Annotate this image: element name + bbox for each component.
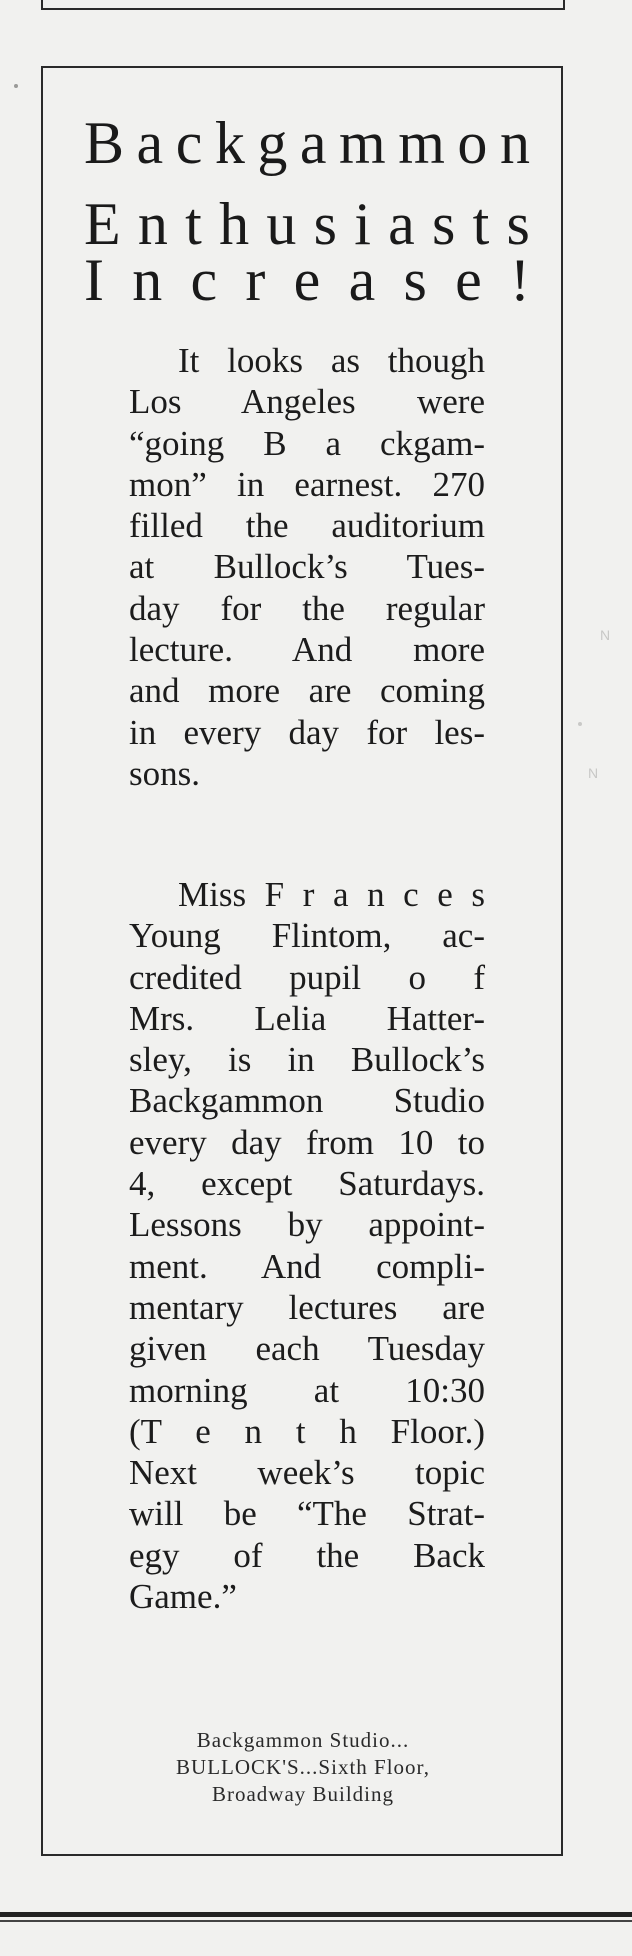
text-line: mentary lectures are (129, 1287, 485, 1327)
text-line: filled the auditorium (129, 506, 485, 546)
text-line: Next week’s topic (129, 1453, 485, 1493)
text-line: (T e n t h Floor.) (129, 1411, 485, 1451)
headline-line-3: I n c r e a s e ! (84, 247, 530, 313)
text-line: 4, except Saturdays. (129, 1164, 485, 1204)
headline-line-1: B a c k g a m m o n (84, 110, 530, 176)
text-line: Miss F r a n c e s (178, 875, 485, 914)
text-line: Game.” (129, 1577, 237, 1617)
text-line: Mrs. Lelia Hatter- (129, 998, 485, 1038)
scan-speck (14, 84, 18, 88)
text-line: Young Flintom, ac- (129, 916, 485, 956)
signature-line: BULLOCK'S...Sixth Floor, (176, 1755, 430, 1779)
signature-line: Broadway Building (211, 1782, 395, 1806)
text-line: sons. (129, 753, 200, 793)
body-paragraph-2 (129, 874, 485, 1617)
text-line: every day from 10 to (129, 1122, 485, 1162)
column-rule (0, 1912, 632, 1917)
text-line: will be “The Strat- (129, 1494, 485, 1534)
body-paragraph-1 (129, 340, 485, 794)
text-line: egy of the Back (129, 1535, 485, 1575)
text-line: “going B a ckgam- (129, 423, 485, 463)
text-line: day for the regular (129, 588, 485, 628)
text-line: mon” in earnest. 270 (129, 464, 485, 504)
previous-ad-border (41, 0, 565, 10)
headline-line-2: E n t h u s i a s t s (84, 191, 530, 257)
text-line: sley, is in Bullock’s (129, 1040, 485, 1080)
scan-speck (578, 722, 582, 726)
column-rule (0, 1920, 632, 1922)
text-line: and more are coming (129, 671, 485, 711)
store-signature (88, 1727, 518, 1808)
signature-line: Backgammon Studio... (196, 1728, 410, 1752)
text-line: It looks as though (178, 341, 485, 380)
text-line: lecture. And more (129, 630, 485, 670)
text-line: ment. And compli- (129, 1246, 485, 1286)
text-line: Los Angeles were (129, 382, 485, 422)
text-line: in every day for les- (129, 712, 485, 752)
scan-mark: N (588, 765, 599, 781)
text-line: at Bullock’s Tues- (129, 547, 485, 587)
text-line: Lessons by appoint- (129, 1205, 485, 1245)
text-line: credited pupil o f (129, 957, 485, 997)
text-line: morning at 10:30 (129, 1370, 485, 1410)
text-line: given each Tuesday (129, 1329, 485, 1369)
text-line: Backgammon Studio (129, 1081, 485, 1121)
scan-mark: N (600, 627, 611, 643)
